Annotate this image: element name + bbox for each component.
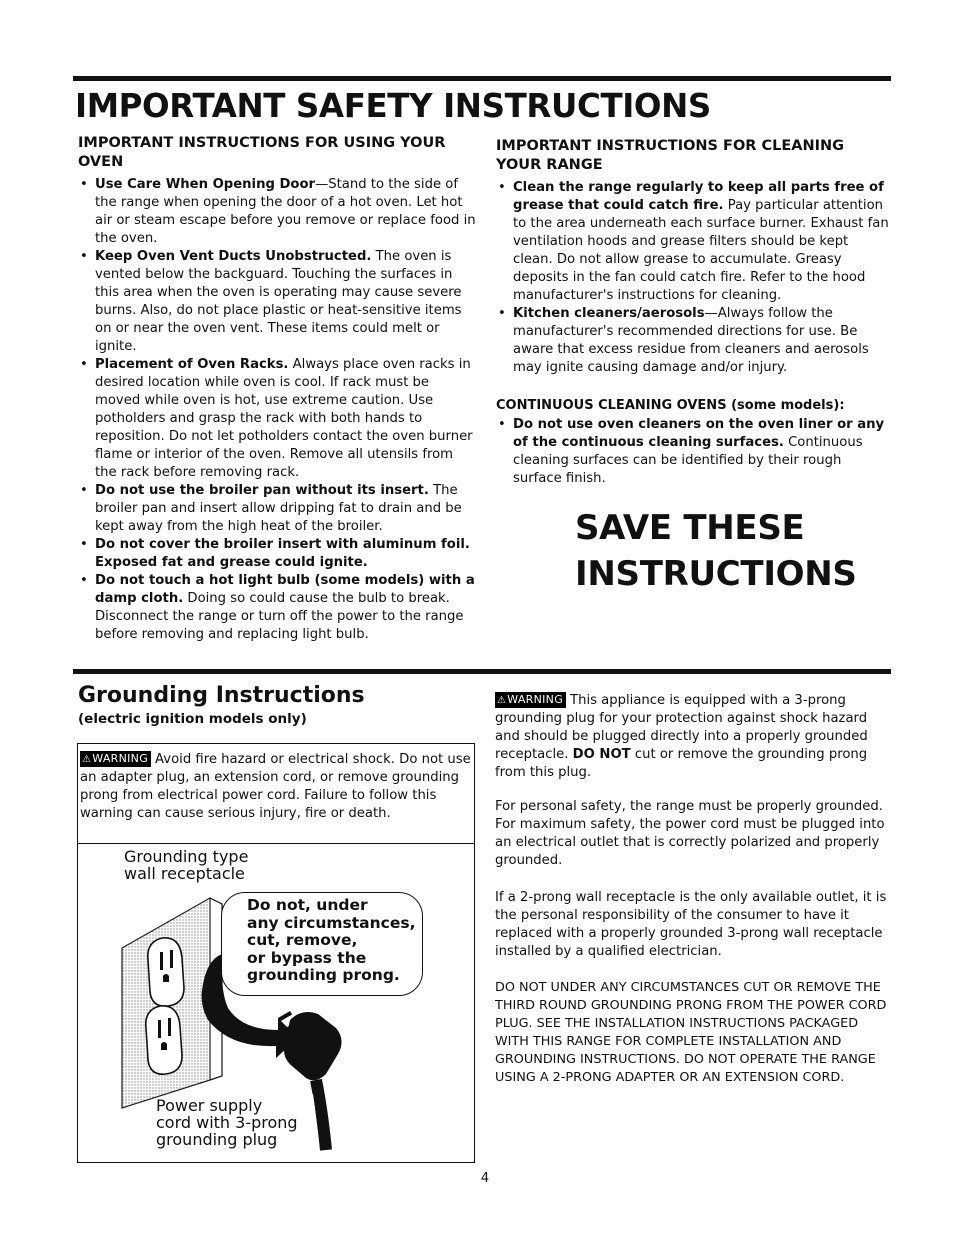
- list-item: • Do not touch a hot light bulb (some models) with a damp cloth. Doing so could cause the bulb to break. Disconnect the range or turn off the power to the range before removing and replacing light bulb.: [78, 572, 476, 644]
- warning-badge: ⚠WARNING: [495, 692, 566, 708]
- section-rule: [73, 669, 891, 674]
- grounding-paragraph-2: For personal safety, the range must be properly grounded. For maximum safety, the power cord must be plugged into an electrical outlet that is correctly polarized and properly grounded.: [495, 799, 885, 868]
- grounding-warning-paragraph: ⚠WARNING This appliance is equipped with a 3-prong grounding plug for your protection against shock hazard and should be plugged directly into a properly grounded receptacle. DO NOT cut or remove the grounding prong from this plug.: [495, 693, 868, 780]
- save-instructions-notice: [575, 505, 857, 597]
- list-item: • Placement of Oven Racks. Always place oven racks in desired location while oven is cool. If rack must be moved while oven is hot, use extreme caution. Use potholders and grasp the rack with both hands to reposition. Do not let potholders contact the oven burner flame or interior of the oven. Remove all utensils from the rack before removing rack.: [78, 356, 476, 482]
- top-rule: [73, 76, 891, 81]
- continuous-section-heading: CONTINUOUS CLEANING OVENS (some models):: [496, 398, 845, 413]
- warning-text-block: [80, 751, 472, 823]
- list-item: • Do not use oven cleaners on the oven liner or any of the continuous cleaning surfaces. Continuous cleaning surfaces can be identified by their rough surface finish.: [496, 416, 891, 488]
- save-line-1: SAVE THESE: [575, 508, 805, 548]
- cleaning-section: [496, 137, 891, 377]
- callout-text: Do not, under any circumstances, cut, remove, or bypass the grounding prong.: [247, 896, 416, 984]
- list-item: • Clean the range regularly to keep all parts free of grease that could catch fire. Pay particular attention to the area underneath each surface burner. Exhaust fan ventilation hoods and grease filters should be kept clean. Do not allow grease to accumulate. Greasy deposits in the fan could catch fire. Refer to the hood manufacturer's instructions for cleaning.: [496, 179, 891, 305]
- oven-section: [78, 134, 476, 644]
- list-item: • Kitchen cleaners/aerosols—Always follow the manufacturer's recommended directions for use. Be aware that excess residue from cleaners and aerosols may ignite causing damage and/or injury.: [496, 305, 891, 377]
- list-item: • Do not use the broiler pan without its insert. The broiler pan and insert allow dripping fat to drain and be kept away from the high heat of the broiler.: [78, 482, 476, 536]
- list-item: • Do not cover the broiler insert with aluminum foil. Exposed fat and grease could ignite.: [78, 536, 476, 572]
- warning-text: Avoid fire hazard or electrical shock. Do not use an adapter plug, an extension cord, or remove grounding prong from electrical power cord. Failure to follow this warning can cause serious injury, fire or death.: [80, 752, 471, 821]
- list-item: • Keep Oven Vent Ducts Unobstructed. The oven is vented below the backguard. Touching the surfaces in this area when the oven is operating may cause severe burns. Also, do not place plastic or heat-sensitive items on or near the oven vent. These items could melt or ignite.: [78, 248, 476, 356]
- page-title: IMPORTANT SAFETY INSTRUCTIONS: [75, 87, 711, 125]
- warning-triangle-icon: ⚠: [497, 695, 507, 706]
- page-number: 4: [480, 1171, 490, 1186]
- plug-label: Power supply cord with 3-prong grounding plug: [156, 1096, 298, 1149]
- grounding-paragraph-3: If a 2-prong wall receptacle is the only available outlet, it is the personal responsibility of the consumer to have it replaced with a properly grounded 3-prong wall receptacle installed by a qualified electrician.: [495, 890, 887, 959]
- warning-badge: ⚠WARNING: [80, 751, 151, 767]
- continuous-instructions-list: [496, 416, 891, 488]
- cleaning-section-heading: IMPORTANT INSTRUCTIONS FOR CLEANING YOUR RANGE: [496, 138, 845, 173]
- save-line-2: INSTRUCTIONS: [575, 554, 857, 594]
- warning-triangle-icon: ⚠: [82, 754, 92, 765]
- cleaning-instructions-list: [496, 179, 891, 377]
- warning-divider: [77, 843, 475, 844]
- receptacle-label: Grounding type wall receptacle: [124, 847, 249, 883]
- oven-instructions-list: [78, 176, 476, 644]
- oven-section-heading: IMPORTANT INSTRUCTIONS FOR USING YOUR OVEN: [78, 135, 446, 170]
- list-item: • Use Care When Opening Door—Stand to the side of the range when opening the door of a hot oven. Let hot air or steam escape before you remove or replace food in the oven.: [78, 176, 476, 248]
- continuous-section: [496, 397, 891, 488]
- grounding-title: Grounding Instructions: [78, 683, 365, 708]
- grounding-paragraph-4: DO NOT UNDER ANY CIRCUMSTANCES CUT OR REMOVE THE THIRD ROUND GROUNDING PRONG FROM THE POWER CORD PLUG. SEE THE INSTALLATION INSTRUCTIONS PACKAGED WITH THIS RANGE FOR COMPLETE INSTALLATION AND GROUNDING INSTRUCTIONS. DO NOT OPERATE THE RANGE USING A 2-PRONG ADAPTER OR AN EXTENSION CORD.: [495, 980, 887, 1085]
- grounding-subtitle: (electric ignition models only): [78, 711, 307, 727]
